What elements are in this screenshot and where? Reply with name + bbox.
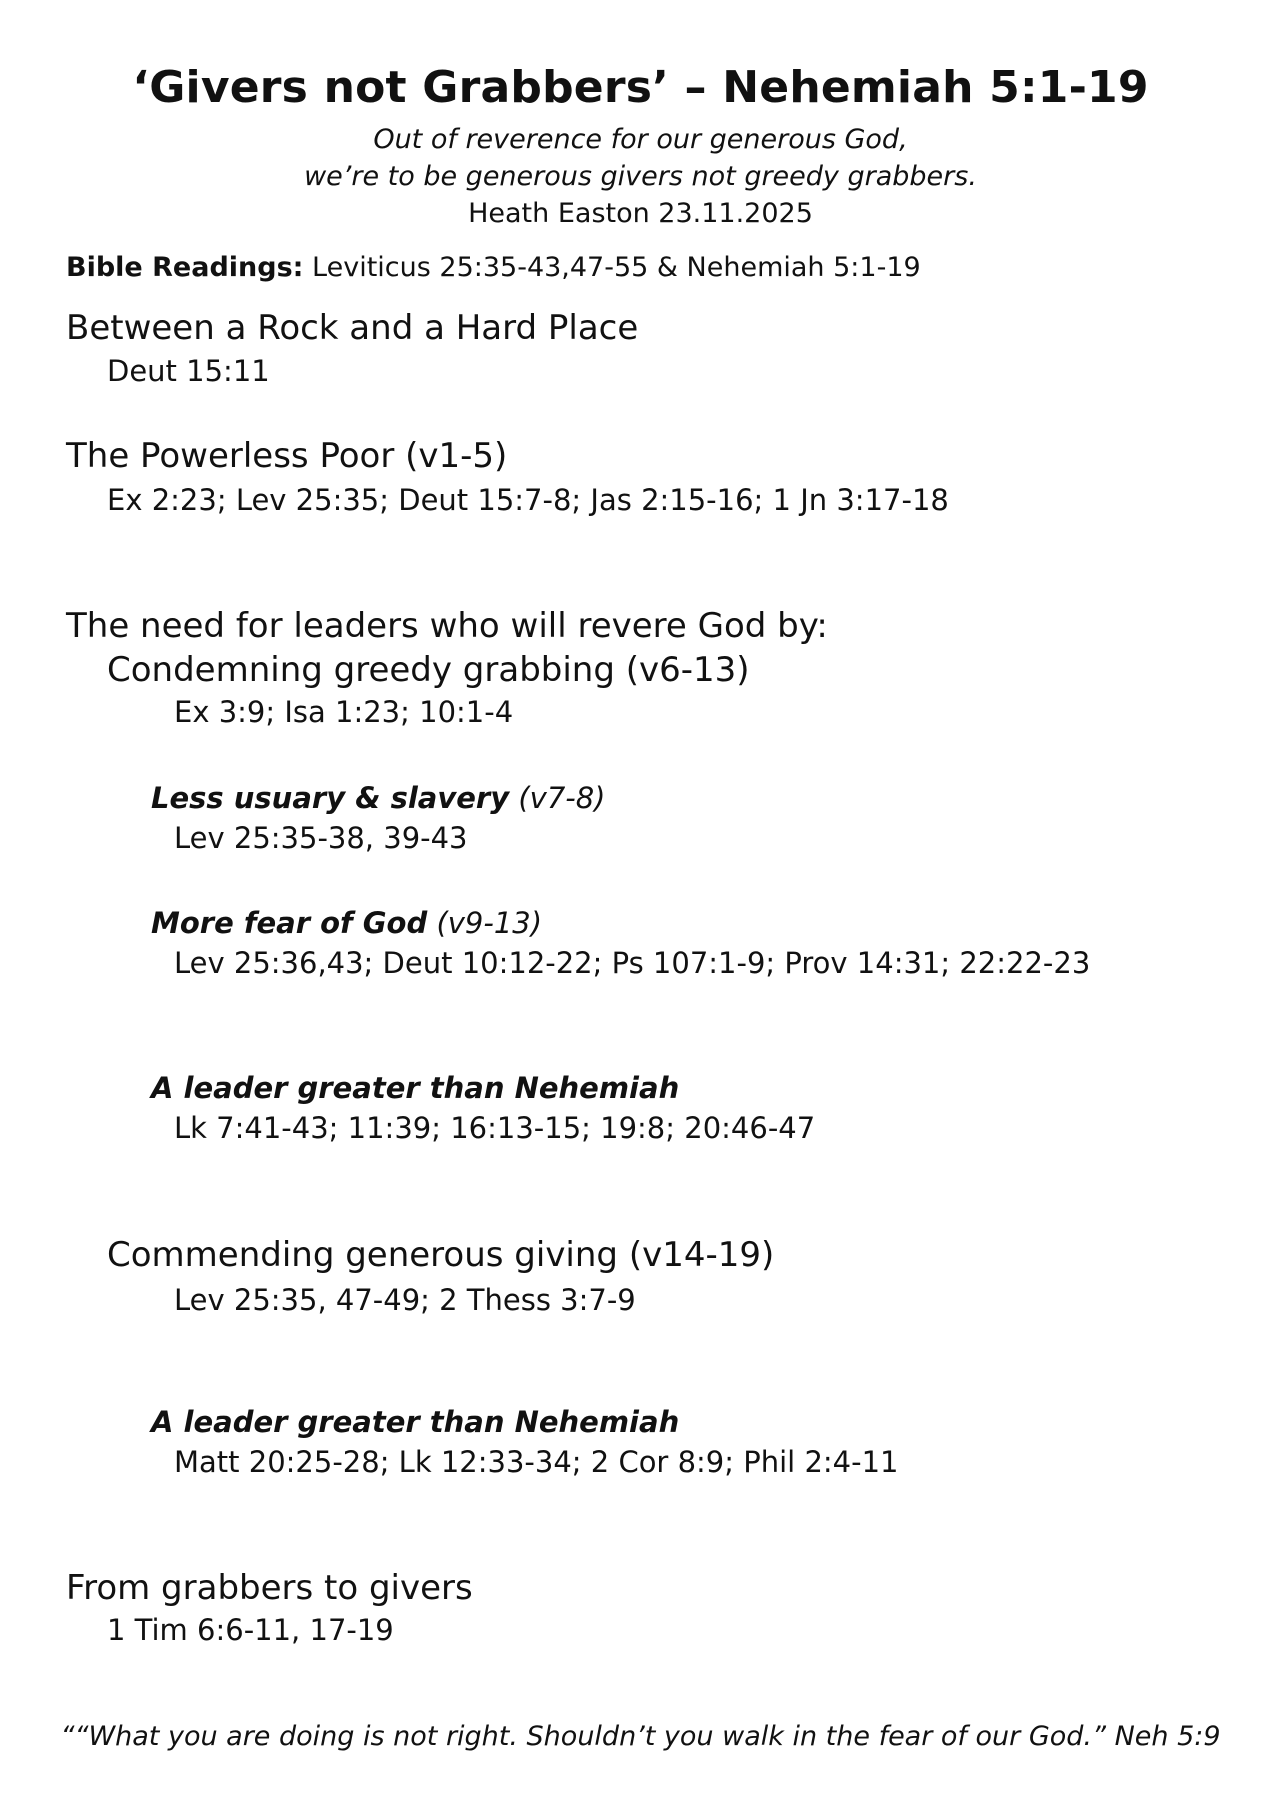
point-refs-usury: Lev 25:35-38, 39-43	[174, 821, 468, 855]
subsection-title-commending: Commending generous giving	[107, 1235, 619, 1275]
point-refs-leader-2: Matt 20:25-28; Lk 12:33-34; 2 Cor 8:9; Phil 2:4-11	[174, 1445, 899, 1479]
bible-readings-label: Bible Readings:	[66, 252, 304, 283]
point-verses-fear: (v9-13)	[427, 906, 543, 940]
subtitle-line-1: Out of reverence for our generous God,	[373, 124, 908, 155]
point-title-fear: More fear of God	[151, 906, 428, 940]
subtitle-line-2: we’re to be generous givers not greedy grabbers.	[304, 161, 977, 192]
bible-readings	[66, 252, 921, 283]
point-verses-usury: (v7-8)	[509, 781, 606, 815]
section-heading-rock: Between a Rock and a Hard Place	[66, 308, 639, 348]
point-heading-fear	[151, 906, 542, 940]
point-heading-leader-2: A leader greater than Nehemiah	[151, 1405, 680, 1439]
section-refs-rock: Deut 15:11	[107, 354, 270, 388]
section-heading-poor	[66, 436, 507, 476]
point-title-usury: Less usuary & slavery	[151, 781, 510, 815]
subsection-heading-commending	[107, 1235, 774, 1275]
subsection-refs-commending: Lev 25:35, 47-49; 2 Thess 3:7-9	[174, 1283, 636, 1317]
subsection-refs-condemning: Ex 3:9; Isa 1:23; 10:1-4	[174, 695, 514, 729]
footer-quote: ““What you are doing is not right. Shouldn’t you walk in the fear of our God.” Neh 5:9	[60, 1721, 1221, 1752]
section-refs-poor: Ex 2:23; Lev 25:35; Deut 15:7-8; Jas 2:15-16; 1 Jn 3:17-18	[107, 483, 949, 517]
section-refs-givers: 1 Tim 6:6-11, 17-19	[107, 1613, 394, 1647]
point-refs-leader-1: Lk 7:41-43; 11:39; 16:13-15; 19:8; 20:46-47	[174, 1111, 816, 1145]
bible-readings-text: Leviticus 25:35-43,47-55 & Nehemiah 5:1-19	[303, 252, 921, 283]
point-refs-fear: Lev 25:36,43; Deut 10:12-22; Ps 107:1-9; Prov 14:31; 22:22-23	[174, 946, 1091, 980]
section-heading-leaders: The need for leaders who will revere God by:	[66, 606, 828, 646]
point-heading-usury	[151, 781, 606, 815]
subsection-title-condemning: Condemning greedy grabbing	[107, 650, 615, 690]
page-title: ‘Givers not Grabbers’ – Nehemiah 5:1-19	[132, 62, 1149, 113]
subsection-verses-commending: (v14-19)	[618, 1235, 775, 1275]
author-date: Heath Easton 23.11.2025	[468, 198, 813, 229]
subsection-verses-condemning: (v6-13)	[614, 650, 750, 690]
point-heading-leader-1: A leader greater than Nehemiah	[151, 1071, 680, 1105]
section-verses-poor: (v1-5)	[394, 436, 508, 476]
subsection-heading-condemning	[107, 650, 750, 690]
section-title-poor: The Powerless Poor	[66, 436, 395, 476]
section-heading-givers: From grabbers to givers	[66, 1568, 473, 1608]
